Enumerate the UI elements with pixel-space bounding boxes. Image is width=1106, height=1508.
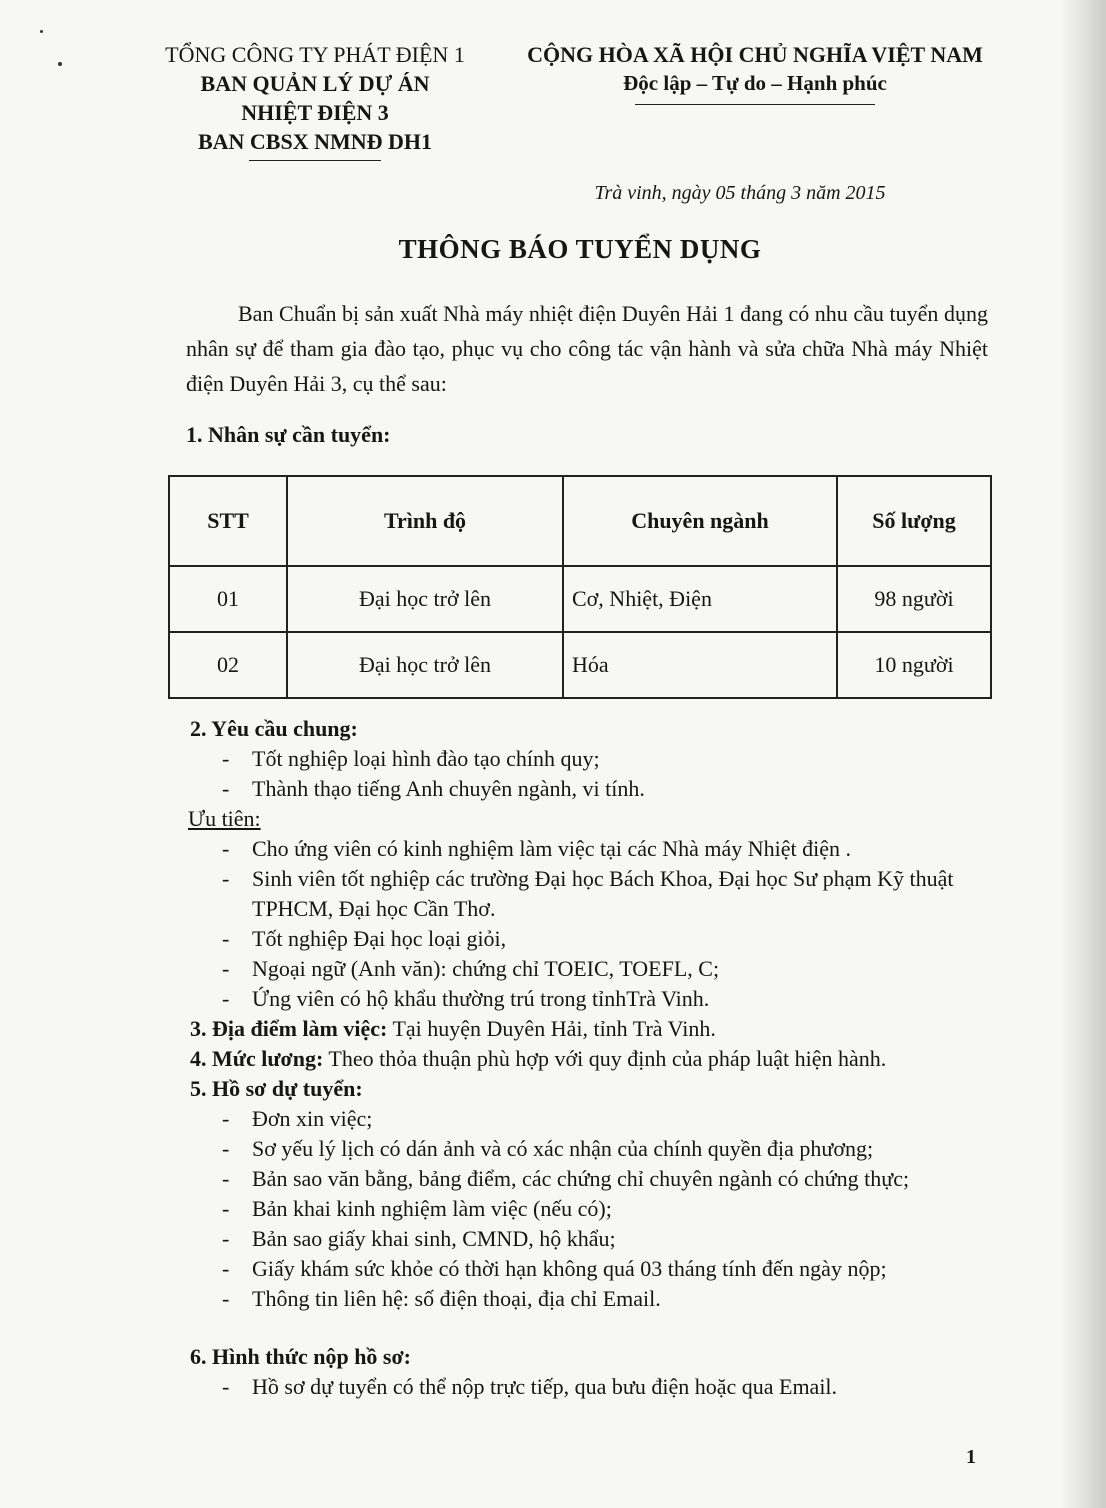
dash-marker: - (222, 1166, 230, 1191)
section4-label: 4. Mức lương: (190, 1046, 324, 1071)
table-header-cell: Trình độ (287, 476, 563, 566)
section2-block (190, 714, 1020, 1402)
list-item: - Thành thạo tiếng Anh chuyên ngành, vi tính. (190, 774, 1020, 804)
table-header-cell: STT (169, 476, 287, 566)
dash-marker: - (222, 926, 230, 951)
header-org-line4: BAN CBSX NMNĐ DH1 (197, 129, 433, 154)
table-cell: 10 người (837, 632, 991, 698)
header-org-line3: NHIỆT ĐIỆN 3 (241, 100, 389, 125)
dash-marker: - (222, 866, 230, 891)
table-row (169, 632, 991, 698)
scan-speck (40, 30, 43, 33)
section4-text: Theo thỏa thuận phù hợp với quy định của pháp luật hiện hành. (323, 1046, 887, 1071)
list-item: - Bản khai kinh nghiệm làm việc (nếu có); (190, 1194, 1020, 1224)
table-cell: Đại học trở lên (287, 566, 563, 632)
dash-marker: - (222, 956, 230, 981)
header-left-rule (249, 160, 381, 161)
table-header-cell: Chuyên ngành (563, 476, 837, 566)
page-number: 1 (966, 1446, 976, 1468)
scan-shadow-edge (1060, 0, 1106, 1508)
priority-label: Ưu tiên: (188, 806, 261, 831)
section6-heading: 6. Hình thức nộp hồ sơ: (190, 1344, 411, 1369)
dash-marker: - (222, 836, 230, 861)
header-left (140, 40, 490, 161)
list-item: - Ngoại ngữ (Anh văn): chứng chỉ TOEIC, TOEFL, C; (190, 954, 1020, 984)
dash-marker: - (222, 1374, 230, 1399)
section4-line (190, 1044, 1020, 1074)
section3-text: Tại huyện Duyên Hải, tỉnh Trà Vinh. (387, 1016, 716, 1041)
scan-speck (58, 62, 62, 66)
country-name: CỘNG HÒA XÃ HỘI CHỦ NGHĨA VIỆT NAM (527, 42, 983, 67)
list-item: - Cho ứng viên có kinh nghiệm làm việc tại các Nhà máy Nhiệt điện . (190, 834, 1020, 864)
dash-marker: - (222, 746, 230, 771)
section1-heading: 1. Nhân sự cần tuyển: (186, 422, 391, 447)
list-item: - Giấy khám sức khỏe có thời hạn không quá 03 tháng tính đến ngày nộp; (190, 1254, 1020, 1284)
table-cell: 02 (169, 632, 287, 698)
table-cell: Cơ, Nhiệt, Điện (563, 566, 837, 632)
table-cell: Đại học trở lên (287, 632, 563, 698)
header-org-line2: BAN QUẢN LÝ DỰ ÁN (200, 71, 430, 96)
table-cell: Hóa (563, 632, 837, 698)
spacer (190, 1314, 1020, 1342)
table-cell: 98 người (837, 566, 991, 632)
list-item: - Sơ yếu lý lịch có dán ảnh và có xác nhận của chính quyền địa phương; (190, 1134, 1020, 1164)
list-item: - Thông tin liên hệ: số điện thoại, địa chỉ Email. (190, 1284, 1020, 1314)
date-line: Trà vinh, ngày 05 tháng 3 năm 2015 (594, 182, 886, 204)
motto: Độc lập – Tự do – Hạnh phúc (623, 71, 887, 95)
list-item: - Hồ sơ dự tuyển có thể nộp trực tiếp, qua bưu điện hoặc qua Email. (190, 1372, 1020, 1402)
header-right-rule (635, 104, 875, 105)
dash-marker: - (222, 1226, 230, 1251)
dash-marker: - (222, 776, 230, 801)
header-right (505, 40, 1005, 105)
list-item: - Sinh viên tốt nghiệp các trường Đại học Bách Khoa, Đại học Sư phạm Kỹ thuật TPHCM, Đại học Cần Thơ. (222, 866, 954, 921)
list-item: - Bản sao văn bằng, bảng điểm, các chứng chỉ chuyên ngành có chứng thực; (190, 1164, 1020, 1194)
table-header-cell: Số lượng (837, 476, 991, 566)
table-header-row (169, 476, 991, 566)
table-row (169, 566, 991, 632)
section3-label: 3. Địa điểm làm việc: (190, 1016, 388, 1041)
section2-heading: 2. Yêu cầu chung: (190, 716, 358, 741)
list-item: - Tốt nghiệp Đại học loại giỏi, (190, 924, 1020, 954)
section3-line (190, 1014, 1020, 1044)
list-item: - Ứng viên có hộ khẩu thường trú trong tỉnhTrà Vinh. (190, 984, 1020, 1014)
intro-paragraph: Ban Chuẩn bị sản xuất Nhà máy nhiệt điện Duyên Hải 1 đang có nhu cầu tuyển dụng nhân sự để tham gia đào tạo, phục vụ cho công tác vận hành và sửa chữa Nhà máy Nhiệt điện Duyên Hải 3, cụ thể sau: (186, 301, 988, 396)
document-title: THÔNG BÁO TUYỂN DỤNG (398, 234, 762, 264)
list-item: - Tốt nghiệp loại hình đào tạo chính quy; (190, 744, 1020, 774)
dash-marker: - (222, 1106, 230, 1131)
list-item: - Đơn xin việc; (190, 1104, 1020, 1134)
staff-table (168, 475, 992, 699)
dash-marker: - (222, 1256, 230, 1281)
list-item: - Bản sao giấy khai sinh, CMND, hộ khẩu; (190, 1224, 1020, 1254)
dash-marker: - (222, 986, 230, 1011)
dash-marker: - (222, 1136, 230, 1161)
dash-marker: - (222, 1286, 230, 1311)
header-org-line1: TỔNG CÔNG TY PHÁT ĐIỆN 1 (165, 42, 465, 67)
dash-marker: - (222, 1196, 230, 1221)
section5-heading: 5. Hồ sơ dự tuyển: (190, 1076, 363, 1101)
table-cell: 01 (169, 566, 287, 632)
